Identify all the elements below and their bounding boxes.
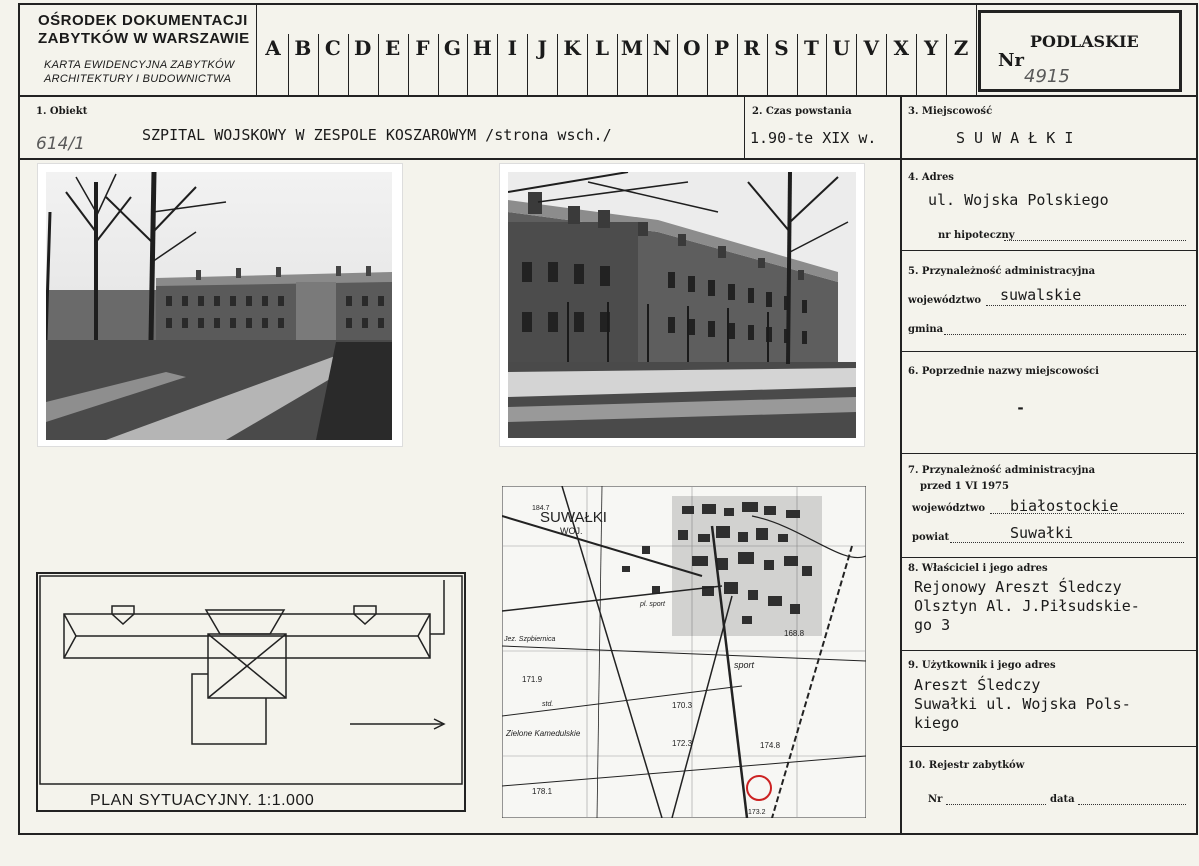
map-label-sport: sport: [734, 660, 755, 670]
przed-label: przed 1 VI 1975: [920, 481, 1009, 492]
letter-divider: [707, 34, 708, 95]
wojewodztwo-przed-line: [990, 513, 1184, 514]
map-label-jezioro: Jez. Szpbiernica: [504, 636, 556, 643]
gmina-line: [944, 334, 1186, 335]
letter-divider: [497, 34, 498, 95]
photo-1: [46, 172, 392, 440]
index-letter-p: P: [714, 36, 730, 60]
letter-divider: [797, 34, 798, 95]
institution-name: OŚRODEK DOKUMENTACJI ZABYTKÓW W WARSZAWIE: [38, 12, 250, 47]
rejestr-data-label: data: [1050, 794, 1075, 805]
miejscowosc-value: S U W A Ł K I: [956, 129, 1074, 147]
index-letter-m: M: [620, 36, 644, 60]
uzytkownik-label: 9. Użytkownik i jego adres: [908, 660, 1056, 671]
map-label-h1748: 174.8: [760, 741, 781, 750]
letter-divider: [946, 34, 947, 95]
obiekt-code: 614/1: [36, 134, 85, 154]
powiat-value: Suwałki: [1010, 524, 1074, 542]
letter-divider: [826, 34, 827, 95]
letter-divider: [557, 34, 558, 95]
wlasciciel-label: 8. Właściciel i jego adres: [908, 563, 1048, 574]
index-letter-v: V: [863, 36, 880, 60]
map-label-h1703: 170.3: [672, 701, 693, 710]
wlasciciel-value: Rejonowy Areszt Śledczy Olsztyn Al. J.Piłsudskie- go 3: [914, 578, 1140, 634]
map-label-h1719: 171.9: [522, 675, 543, 684]
index-letter-f: F: [415, 36, 430, 60]
wojewodztwo-value: suwalskie: [1000, 286, 1082, 304]
index-letter-y: Y: [923, 36, 939, 60]
index-letter-r: R: [743, 36, 760, 60]
letter-divider: [408, 34, 409, 95]
nr-hipoteczny-label: nr hipoteczny: [938, 230, 1015, 241]
wojewodztwo-line: [986, 305, 1186, 306]
czas-label: 2. Czas powstania: [752, 106, 852, 117]
map-label-h1723: 172.3: [672, 739, 693, 748]
rejestr-nr-label: Nr: [928, 794, 943, 805]
przynaleznosc-label: 5. Przynależność administracyjna: [908, 266, 1096, 277]
index-letter-h: H: [472, 36, 492, 60]
powiat-label: powiat: [912, 532, 950, 543]
nr-hipoteczny-line: [1004, 240, 1186, 241]
poprzednie-value: -: [1016, 399, 1026, 417]
letter-divider: [527, 34, 528, 95]
region-name: PODLASKIE: [1030, 32, 1139, 51]
adres-label: 4. Adres: [908, 172, 954, 183]
index-letter-e: E: [385, 36, 401, 60]
letter-divider: [467, 34, 468, 95]
index-letter-s: S: [774, 36, 789, 60]
map-label-h1688: 168.8: [784, 629, 805, 638]
photo-2: [508, 172, 856, 438]
wojewodztwo-przed-label: województwo: [912, 503, 986, 514]
letter-divider: [737, 34, 738, 95]
letter-divider: [318, 34, 319, 95]
letter-divider: [348, 34, 349, 95]
przynaleznosc-przed-label: 7. Przynależność administracyjna: [908, 465, 1096, 476]
index-letter-t: T: [804, 36, 819, 60]
letter-divider: [587, 34, 588, 95]
czas-value: 1.90-te XIX w.: [750, 129, 877, 147]
index-letter-n: N: [652, 36, 672, 60]
letter-divider: [378, 34, 379, 95]
index-letter-j: J: [537, 36, 547, 60]
obiekt-label: 1. Obiekt: [36, 106, 88, 117]
site-plan-drawing: [38, 574, 464, 810]
uzytkownik-value: Areszt Śledczy Suwałki ul. Wojska Pols- kiego: [914, 676, 1131, 732]
letter-divider: [288, 34, 289, 95]
map-label-woj: WOJ.: [560, 526, 583, 536]
index-letter-i: I: [507, 36, 517, 60]
index-letter-z: Z: [953, 36, 969, 60]
map-label-h1847: 184.7: [532, 505, 550, 512]
miejscowosc-label: 3. Miejscowość: [908, 106, 993, 117]
index-letter-u: U: [832, 36, 851, 60]
letter-divider: [886, 34, 887, 95]
wojewodztwo-przed-value: białostockie: [1010, 497, 1119, 515]
site-plan-caption: PLAN SYTUACYJNY. 1:1.000: [90, 792, 315, 809]
letter-divider: [647, 34, 648, 95]
wojewodztwo-label: województwo: [908, 295, 982, 306]
map-label-zielone: Zielone Kamedulskie: [506, 729, 581, 738]
nr-label: Nr: [998, 50, 1024, 71]
nr-value: 4915: [1024, 66, 1070, 87]
location-map: [502, 486, 866, 818]
letter-divider: [438, 34, 439, 95]
letter-divider: [677, 34, 678, 95]
rejestr-data-line: [1078, 804, 1186, 805]
obiekt-value: SZPITAL WOJSKOWY W ZESPOLE KOSZAROWYM /strona wsch./: [142, 126, 612, 144]
rejestr-label: 10. Rejestr zabytków: [908, 760, 1025, 771]
poprzednie-label: 6. Poprzednie nazwy miejscowości: [908, 366, 1099, 377]
powiat-line: [950, 542, 1184, 543]
letter-divider: [617, 34, 618, 95]
adres-value: ul. Wojska Polskiego: [928, 191, 1109, 209]
index-letter-o: O: [683, 36, 701, 60]
index-letter-d: D: [354, 36, 372, 60]
map-label-pl-sport: pl. sport: [640, 601, 665, 608]
letter-divider: [767, 34, 768, 95]
index-letter-k: K: [563, 36, 581, 60]
map-label-city: SUWAŁKI: [540, 509, 607, 526]
letter-divider: [856, 34, 857, 95]
map-label-h1732: 173.2: [748, 809, 766, 816]
index-letter-g: G: [443, 36, 461, 60]
map-label-h1781: 178.1: [532, 787, 553, 796]
index-letter-b: B: [294, 36, 312, 60]
index-letter-x: X: [893, 36, 909, 60]
letter-divider: [916, 34, 917, 95]
index-letter-a: A: [265, 36, 281, 60]
index-letter-l: L: [595, 36, 610, 60]
card-type: KARTA EWIDENCYJNA ZABYTKÓW ARCHITEKTURY I BUDOWNICTWA: [44, 59, 235, 85]
gmina-label: gmina: [908, 324, 944, 335]
index-letter-c: C: [324, 36, 341, 60]
map-label-std: std.: [542, 701, 554, 708]
rejestr-nr-line: [946, 804, 1046, 805]
